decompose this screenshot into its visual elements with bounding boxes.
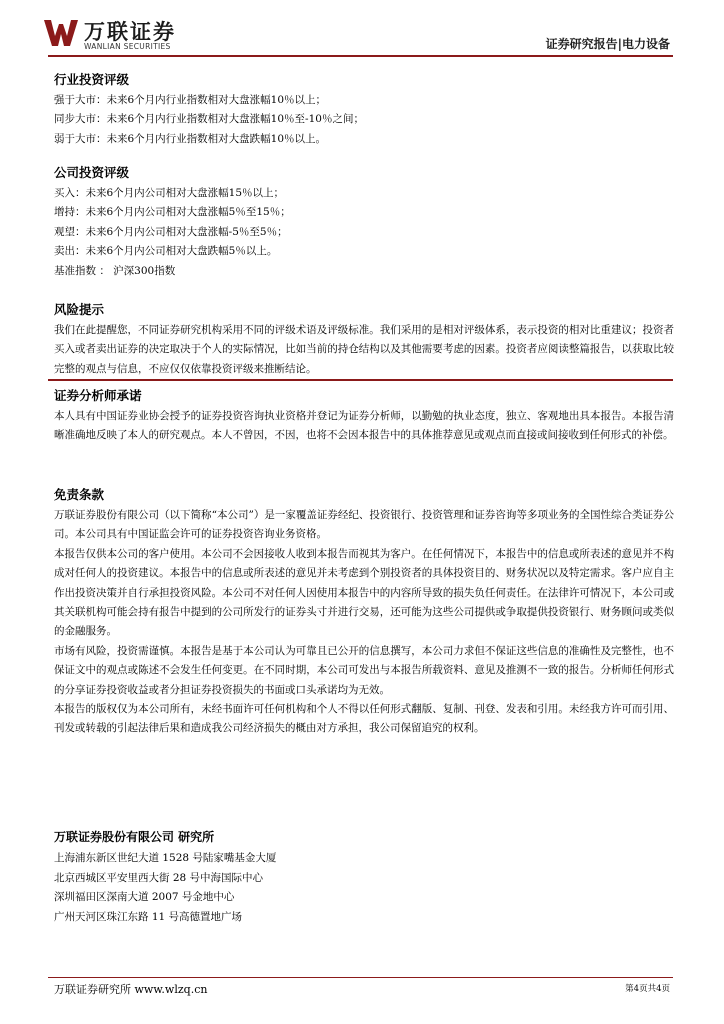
rating-line: 增持：未来6个月内公司相对大盘涨幅5％至15％；	[54, 206, 291, 219]
rating-line: 强于大市：未来6个月内行业指数相对大盘涨幅10％以上；	[54, 94, 327, 106]
section-title: 证券分析师承诺	[54, 388, 142, 403]
disclaimer-paragraph: 本报告的版权仅为本公司所有，未经书面许可任何机构和个人不得以任何形式翻版、复制、刊登、发表和引用。未经我方许可而引用、刊发或转载的引起法律后果和造成我公司经济损失的概由对方承担，我公司保留追究的权利。	[54, 703, 674, 735]
address-line: 深圳福田区深南大道 2007 号金地中心	[54, 891, 235, 903]
disclaimer-paragraph: 本报告仅供本公司的客户使用。本公司不会因接收人收到本报告而视其为客户。在任何情况下，本报告中的信息或所表述的意见并不构成对任何人的投资建议。本报告中的信息或所表述的意见并未考虑到个别投资者的具体投资目的、财务状况以及特定需求。客户应自主作出投资决策并自行承担投资风险。本公司不对任何人因使用本报告中的内容所导致的损失负任何责任。在法律许可情况下，本公司或其关联机构可能会持有报告中提到的公司所发行的证券头寸并进行交易，还可能为这些公司提供或争取提供投资银行、财务顾问或类似的金融服务。	[54, 547, 674, 638]
section-title: 公司投资评级	[54, 165, 130, 180]
section-divider	[48, 379, 673, 381]
disclaimer-paragraph: 万联证券股份有限公司（以下简称“本公司”）是一家覆盖证券经纪、投资银行、投资管理和证券咨询等多项业务的全国性综合类证券公司。本公司具有中国证监会许可的证券投资咨询业务资格。	[54, 509, 674, 541]
company-rating-section	[54, 163, 291, 281]
logo-text-en: WANLIAN SECURITIES	[84, 42, 171, 51]
address-line: 北京西城区平安里西大街 28 号中海国际中心	[54, 871, 264, 884]
benchmark-line: 基准指数 ： 沪深300指数	[54, 264, 176, 277]
section-title: 免责条款	[54, 487, 105, 502]
report-type-label: 证券研究报告|电力设备	[545, 37, 670, 51]
section-title: 风险提示	[54, 302, 105, 317]
analyst-section	[54, 386, 674, 446]
footer-divider	[48, 977, 673, 978]
page-number: 第4页共4页	[625, 984, 670, 994]
logo-text-cn: 万联证券	[84, 20, 176, 44]
disclaimer-paragraph: 市场有风险，投资需谨慎。本报告是基于本公司认为可靠且已公开的信息撰写，本公司力求但不保证这些信息的准确性及完整性，也不保证文中的观点或陈述不会发生任何变更。在不同时期，本公司可发出与本报告所载资料、意见及推测不一致的报告。分析师任何形式的分享证券投资收益或者分担证券投资损失的书面或口头承诺均为无效。	[54, 644, 674, 696]
industry-rating-section	[54, 70, 364, 149]
rating-line: 弱于大市：未来6个月内行业指数相对大盘跌幅10％以上。	[54, 132, 327, 145]
disclaimer-section	[54, 485, 674, 739]
risk-text: 我们在此提醒您，不同证券研究机构采用不同的评级术语及评级标准。我们采用的是相对评级体系，表示投资的相对比重建议；投资者买入或者卖出证券的决定取决于个人的实际情况，比如当前的持仓结构以及其他需要考虑的因素。投资者应阅读整篇报告，以获取比较完整的观点与信息，不应仅仅依靠投资评级来推断结论。	[54, 324, 674, 375]
footer-website[interactable]: 万联证券研究所 www.wlzq.cn	[54, 983, 208, 996]
company-title: 万联证券股份有限公司 研究所	[54, 830, 215, 844]
page-header	[0, 0, 724, 60]
rating-line: 同步大市：未来6个月内行业指数相对大盘涨幅10％至-10％之间；	[54, 113, 364, 126]
address-line: 广州天河区珠江东路 11 号高德置地广场	[54, 910, 243, 923]
address-line: 上海浦东新区世纪大道 1528 号陆家嘴基金大厦	[54, 852, 277, 864]
company-address-block	[54, 828, 276, 927]
rating-line: 买入：未来6个月内公司相对大盘涨幅15％以上；	[54, 187, 285, 199]
rating-line: 观望：未来6个月内公司相对大盘涨幅-5％至5％；	[54, 225, 288, 238]
wanlian-logo-icon	[44, 20, 78, 46]
section-title: 行业投资评级	[54, 72, 130, 87]
rating-line: 卖出：未来6个月内公司相对大盘跌幅5％以上。	[54, 245, 278, 258]
analyst-text: 本人具有中国证券业协会授予的证券投资咨询执业资格并登记为证券分析师，以勤勉的执业态度，独立、客观地出具本报告。本报告清晰准确地反映了本人的研究观点。本人不曾因，不因，也将不会因本报告中的具体推荐意见或观点而直接或间接收到任何形式的补偿。	[54, 410, 674, 442]
header-divider	[48, 55, 673, 57]
risk-section	[54, 300, 674, 379]
